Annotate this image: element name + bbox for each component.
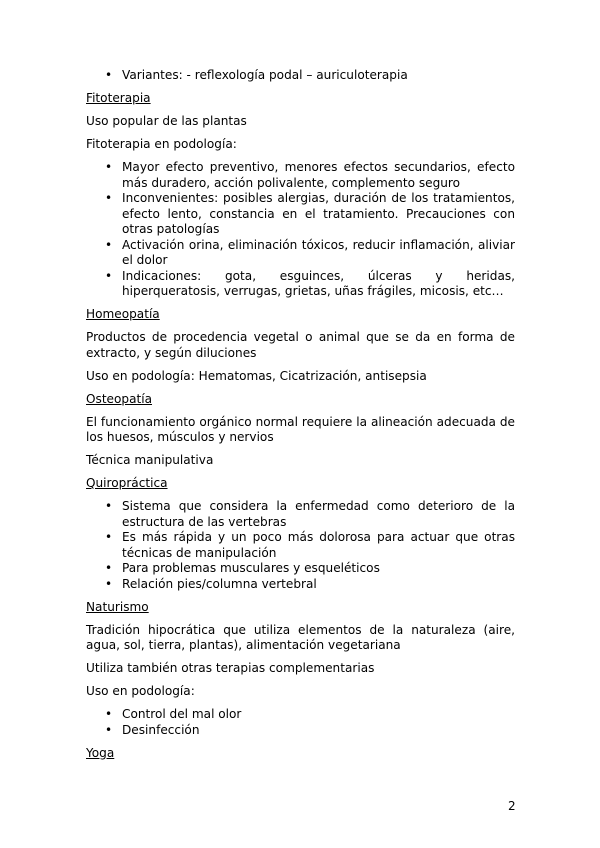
paragraph: El funcionamiento orgánico normal requiere la alineación adecuada de los huesos, músculos y nervios xyxy=(86,414,515,444)
paragraph: Productos de procedencia vegetal o animal que se da en forma de extracto, y según diluciones xyxy=(86,330,515,360)
page-number: 2 xyxy=(508,799,516,813)
list-item: • Es más rápida y un poco más dolorosa para actuar que otras técnicas de manipulación xyxy=(122,530,515,561)
section-heading-quiropractica: Quiropráctica xyxy=(86,476,168,490)
section-heading-homeopatia: Homeopatía xyxy=(86,307,160,321)
list-item: • Inconvenientes: posibles alergias, duración de los tratamientos, efecto lento, constancia en el tratamiento. Precauciones con otras patologías xyxy=(122,191,515,238)
list-item: • Indicaciones: gota, esguinces, úlceras y heridas, hiperqueratosis, verrugas, grietas, uñas frágiles, micosis, etc… xyxy=(122,269,515,300)
list-item: • Relación pies/columna vertebral xyxy=(122,577,515,593)
document-body xyxy=(86,68,515,769)
section-heading-fitoterapia: Fitoterapia xyxy=(86,91,151,105)
section-heading-yoga: Yoga xyxy=(86,745,115,760)
paragraph: Tradición hipocrática que utiliza elementos de la naturaleza (aire, agua, sol, tierra, plantas), alimentación vegetariana xyxy=(86,622,515,652)
bullet-list xyxy=(86,499,515,592)
paragraph: Técnica manipulativa xyxy=(86,453,214,467)
section-heading-naturismo: Naturismo xyxy=(86,599,149,614)
list-item: • Desinfección xyxy=(122,723,515,739)
list-item: • Activación orina, eliminación tóxicos, reducir inflamación, aliviar el dolor xyxy=(122,238,515,269)
list-item: • Mayor efecto preventivo, menores efectos secundarios, efecto más duradero, acción polivalente, complemento seguro xyxy=(122,160,515,191)
list-item: • Control del mal olor xyxy=(122,707,515,723)
paragraph: Fitoterapia en podología: xyxy=(86,137,237,151)
bullet-list xyxy=(86,160,515,300)
paragraph: Uso popular de las plantas xyxy=(86,114,247,128)
bullet-list xyxy=(86,68,515,84)
paragraph: Uso en podología: Hematomas, Cicatrización, antisepsia xyxy=(86,368,427,383)
list-item: • Variantes: - reflexología podal – auriculoterapia xyxy=(122,68,515,84)
section-heading-osteopatia: Osteopatía xyxy=(86,391,153,406)
bullet-list xyxy=(86,707,515,738)
list-item: • Para problemas musculares y esqueléticos xyxy=(122,561,515,577)
paragraph: Uso en podología: xyxy=(86,684,195,698)
paragraph: Utiliza también otras terapias complementarias xyxy=(86,661,375,675)
list-item: • Sistema que considera la enfermedad como deterioro de la estructura de las vertebras xyxy=(122,499,515,530)
